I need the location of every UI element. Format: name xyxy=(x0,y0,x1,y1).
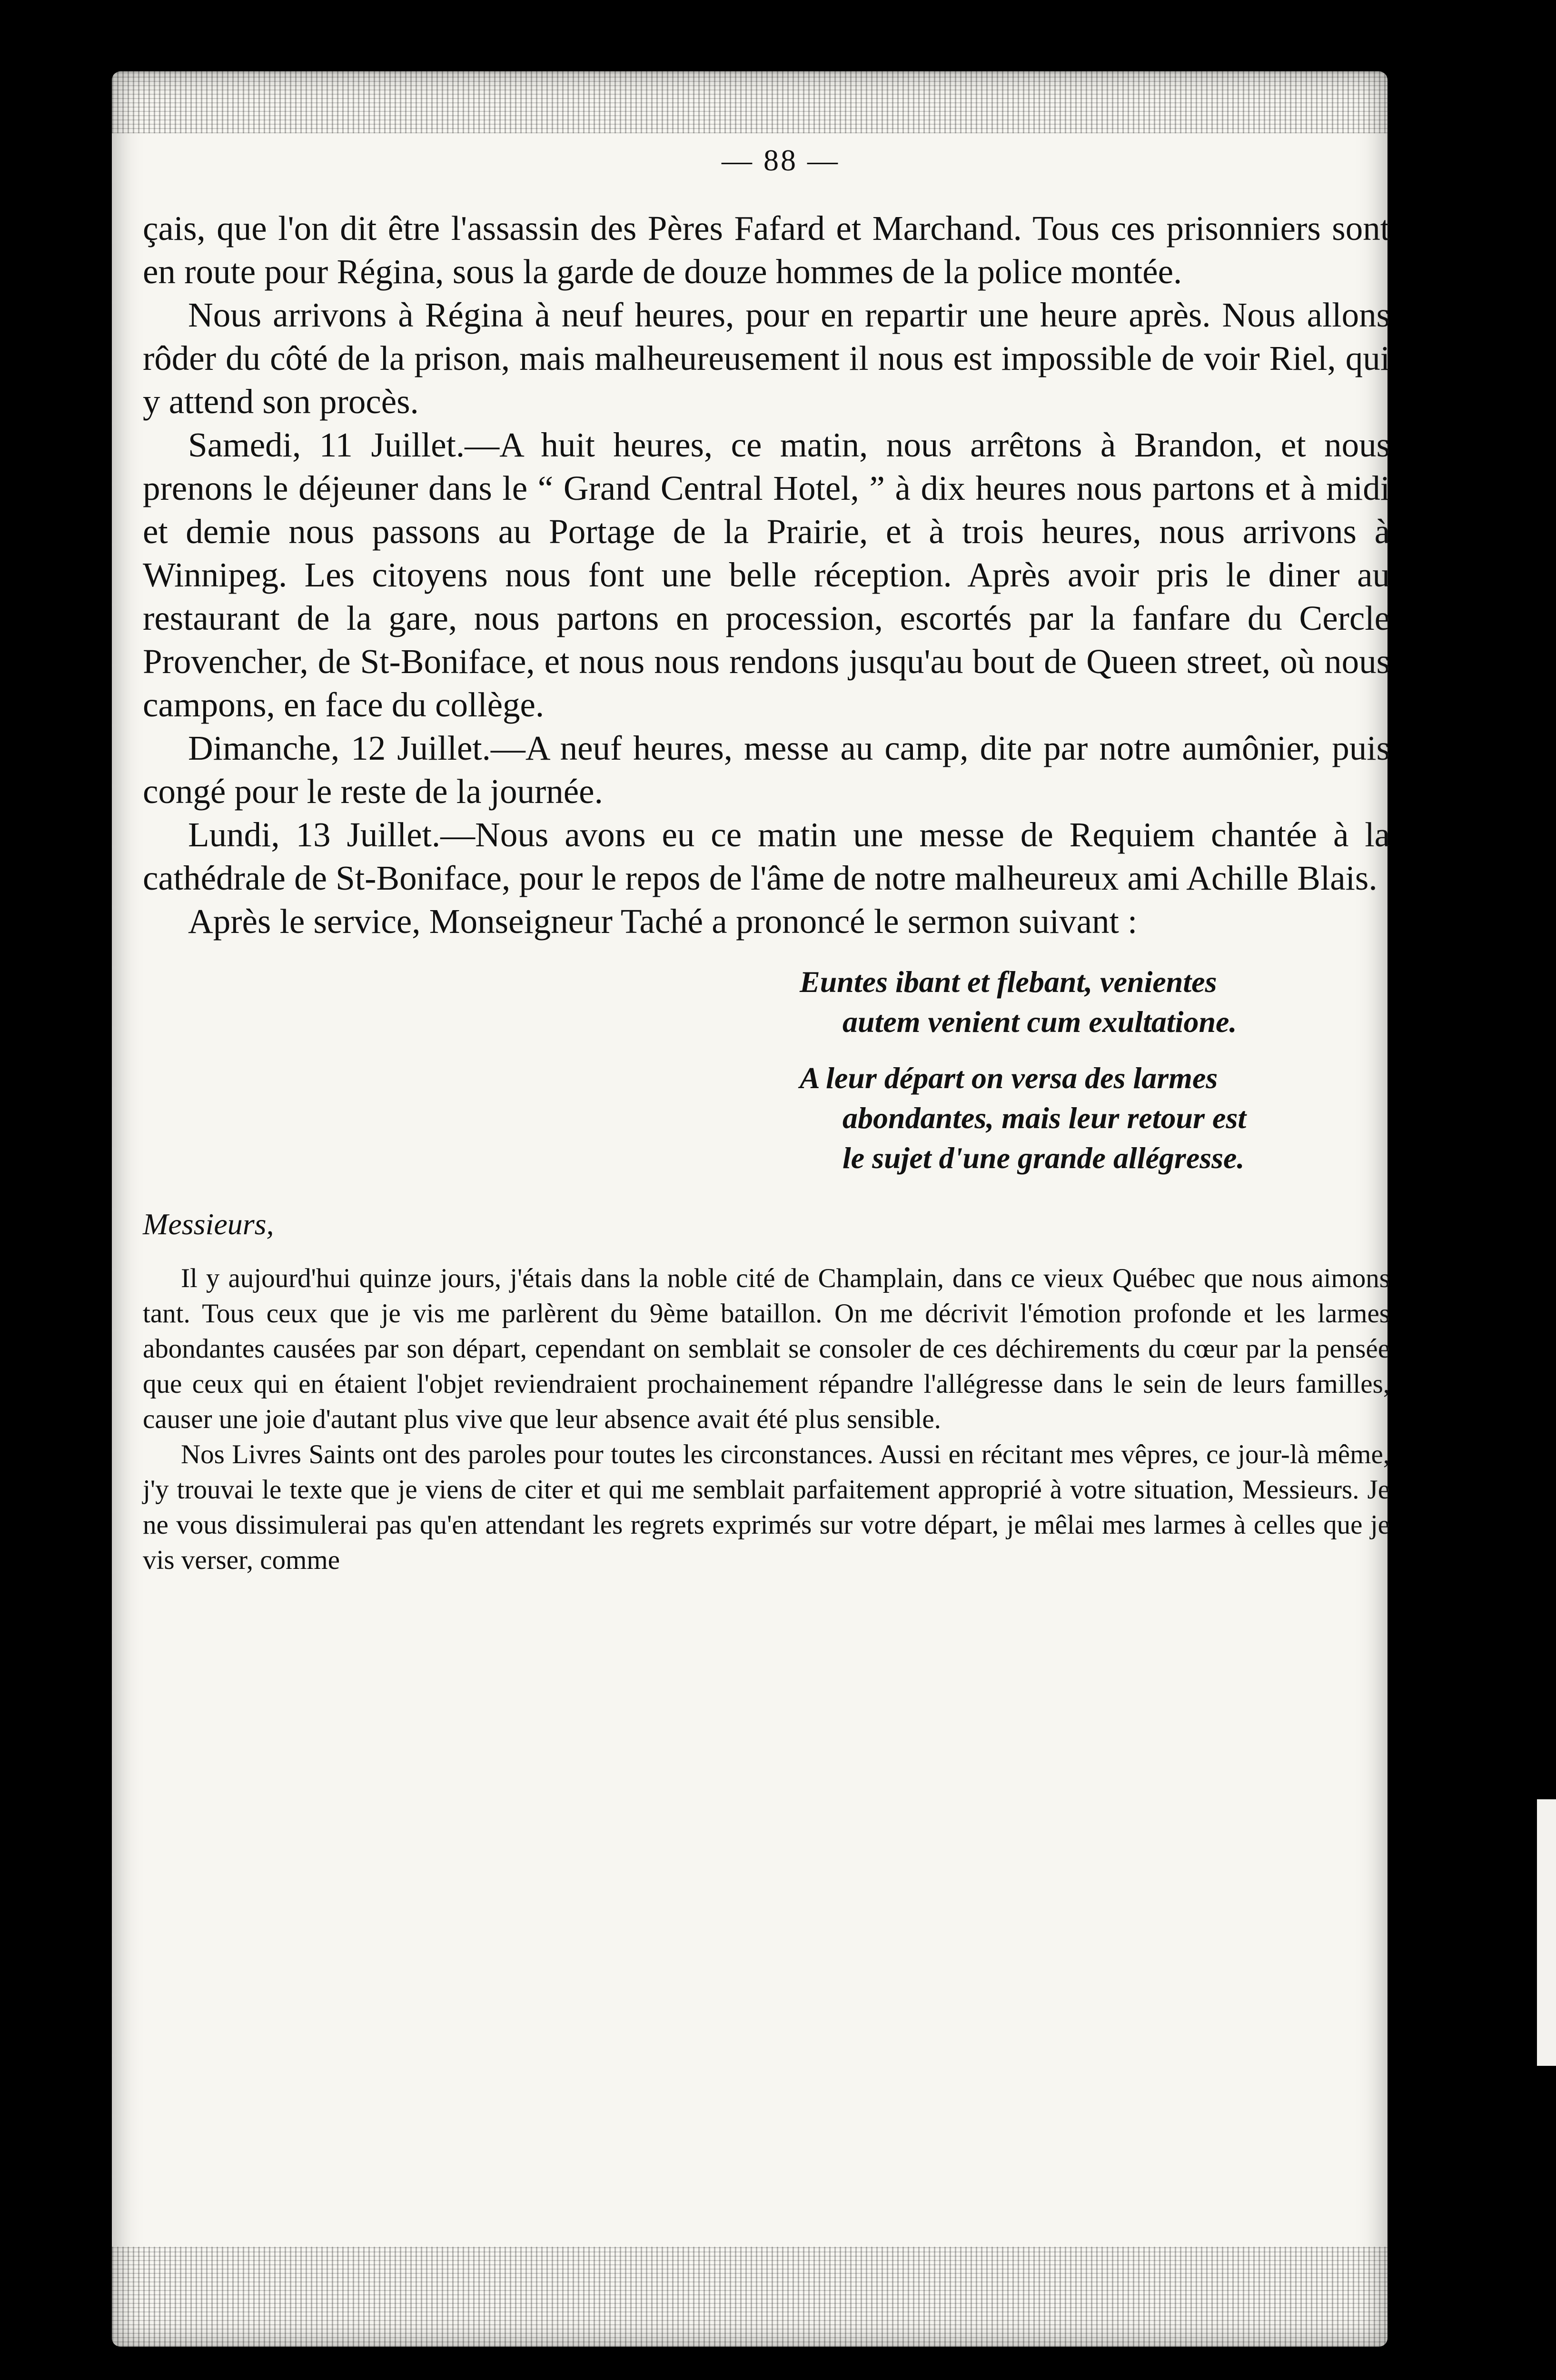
sermon-text xyxy=(143,1261,1390,1578)
adjacent-page-strip xyxy=(1537,1799,1556,2066)
sermon-salutation: Messieurs, xyxy=(143,1207,274,1241)
paragraph: çais, que l'on dit être l'assassin des Pères Fafard et Marchand. Tous ces prisonniers sont en route pour Régina, sous la garde de douze hommes de la police montée. xyxy=(143,209,1390,291)
epigraph-french-line: le sujet d'une grande allégresse. xyxy=(842,1141,1245,1175)
page-number: — 88 — xyxy=(722,143,840,177)
epigraph xyxy=(800,962,1390,1178)
epigraph-french-line: A leur départ on versa des larmes xyxy=(800,1061,1218,1095)
paragraph: Lundi, 13 Juillet.—Nous avons eu ce matin une messe de Requiem chantée à la cathédrale de St-Boniface, pour le repos de l'âme de notre malheureux ami Achille Blais. xyxy=(143,815,1390,897)
page-bottom-edge-noise xyxy=(112,2247,1388,2347)
epigraph-latin-line: Euntes ibant et flebant, venientes xyxy=(800,965,1217,999)
paragraph: Après le service, Monseigneur Taché a prononcé le sermon suivant : xyxy=(188,902,1138,941)
paragraph: Dimanche, 12 Juillet.—A neuf heures, messe au camp, dite par notre aumônier, puis congé pour le reste de la journée. xyxy=(143,729,1390,811)
epigraph-french-line: abondantes, mais leur retour est xyxy=(842,1101,1247,1135)
epigraph-latin-line: autem venient cum exultatione. xyxy=(842,1005,1237,1039)
page-top-edge-noise xyxy=(112,71,1388,133)
paragraph: Samedi, 11 Juillet.—A huit heures, ce matin, nous arrêtons à Brandon, et nous prenons le déjeuner dans le “ Grand Central Hotel, ” à dix heures nous partons et à midi et demie nous passons au Portage de la Prairie, et à trois heures, nous arrivons à Winnipeg. Les citoyens nous font une belle réception. Après avoir pris le diner au restaurant de la gare, nous partons en procession, escortés par la fanfare du Cercle Provencher, de St-Boniface, et nous nous rendons jusqu'au bout de Queen street, où nous campons, en face du collège. xyxy=(143,426,1390,724)
sermon-paragraph: Nos Livres Saints ont des paroles pour toutes les circonstances. Aussi en récitant mes vêpres, ce jour-là même, j'y trouvai le texte que je viens de citer et qui me semblait parfaitement approprié à votre situation, Messieurs. Je ne vous dissimulerai pas qu'en attendant les regrets exprimés sur votre départ, je mêlai mes larmes à celles que je vis verser, comme xyxy=(143,1439,1390,1575)
page-content xyxy=(143,143,1390,1578)
paragraph: Nous arrivons à Régina à neuf heures, pour en repartir une heure après. Nous allons rôder du côté de la prison, mais malheureusement il nous est impossible de voir Riel, qui y attend son procès. xyxy=(143,296,1390,421)
journal-text xyxy=(143,207,1390,943)
sermon-paragraph: Il y aujourd'hui quinze jours, j'étais dans la noble cité de Champlain, dans ce vieux Québec que nous aimons tant. Tous ceux que je vis me parlèrent du 9ème bataillon. On me décrivit l'émotion profonde et les larmes abondantes causées par son départ, cependant on semblait se consoler de ces déchirements du cœur par la pensée que ceux qui en étaient l'objet reviendraient prochainement répandre l'allégresse dans le sein de leurs familles, causer une joie d'autant plus vive que leur absence avait été plus sensible. xyxy=(143,1263,1390,1434)
